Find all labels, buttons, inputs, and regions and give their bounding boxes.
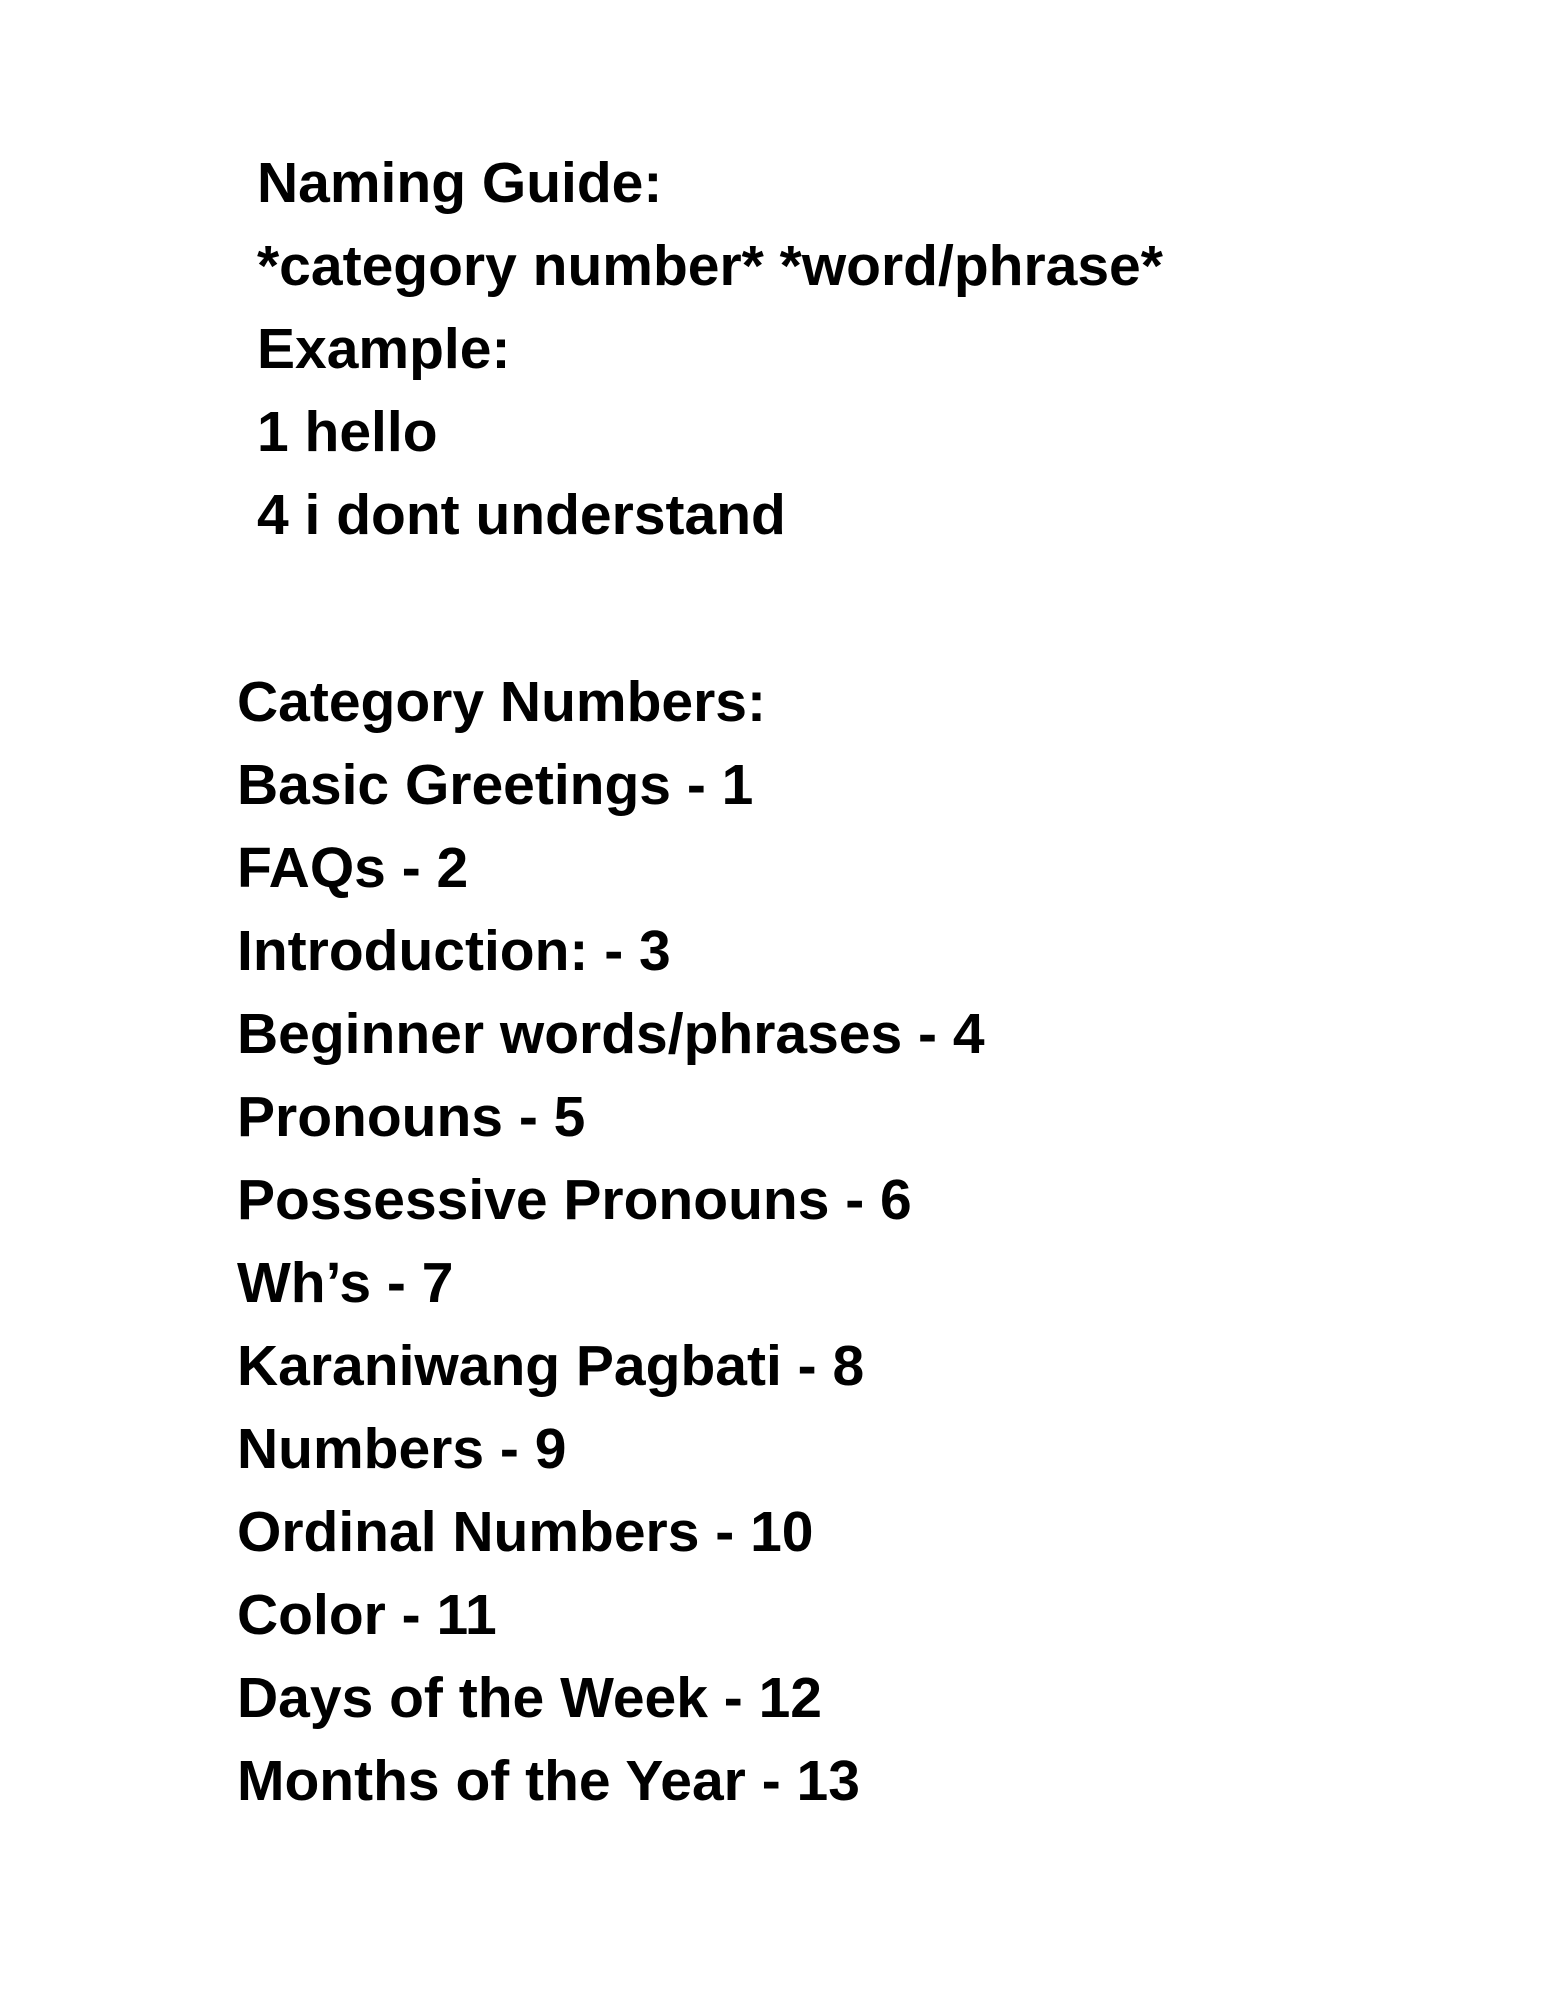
- naming-pattern: *category number* *word/phrase*: [257, 234, 1163, 298]
- example-line: 4 i dont understand: [257, 483, 786, 547]
- naming-guide-heading: Naming Guide:: [257, 151, 663, 215]
- category-item: Basic Greetings - 1: [237, 753, 754, 817]
- category-item: Introduction: - 3: [237, 919, 671, 983]
- category-item: Color - 11: [237, 1583, 497, 1647]
- example-label: Example:: [257, 317, 511, 381]
- category-item: Ordinal Numbers - 10: [237, 1500, 814, 1564]
- example-line: 1 hello: [257, 400, 438, 464]
- category-item: Days of the Week - 12: [237, 1666, 823, 1730]
- category-item: FAQs - 2: [237, 836, 469, 900]
- category-item: Possessive Pronouns - 6: [237, 1168, 912, 1232]
- category-item: Wh’s - 7: [237, 1251, 454, 1315]
- category-numbers-heading: Category Numbers:: [237, 670, 766, 734]
- category-item: Months of the Year - 13: [237, 1749, 860, 1813]
- category-item: Numbers - 9: [237, 1417, 567, 1481]
- category-item: Beginner words/phrases - 4: [237, 1002, 985, 1066]
- category-item: Karaniwang Pagbati - 8: [237, 1334, 865, 1398]
- category-item: Pronouns - 5: [237, 1085, 586, 1149]
